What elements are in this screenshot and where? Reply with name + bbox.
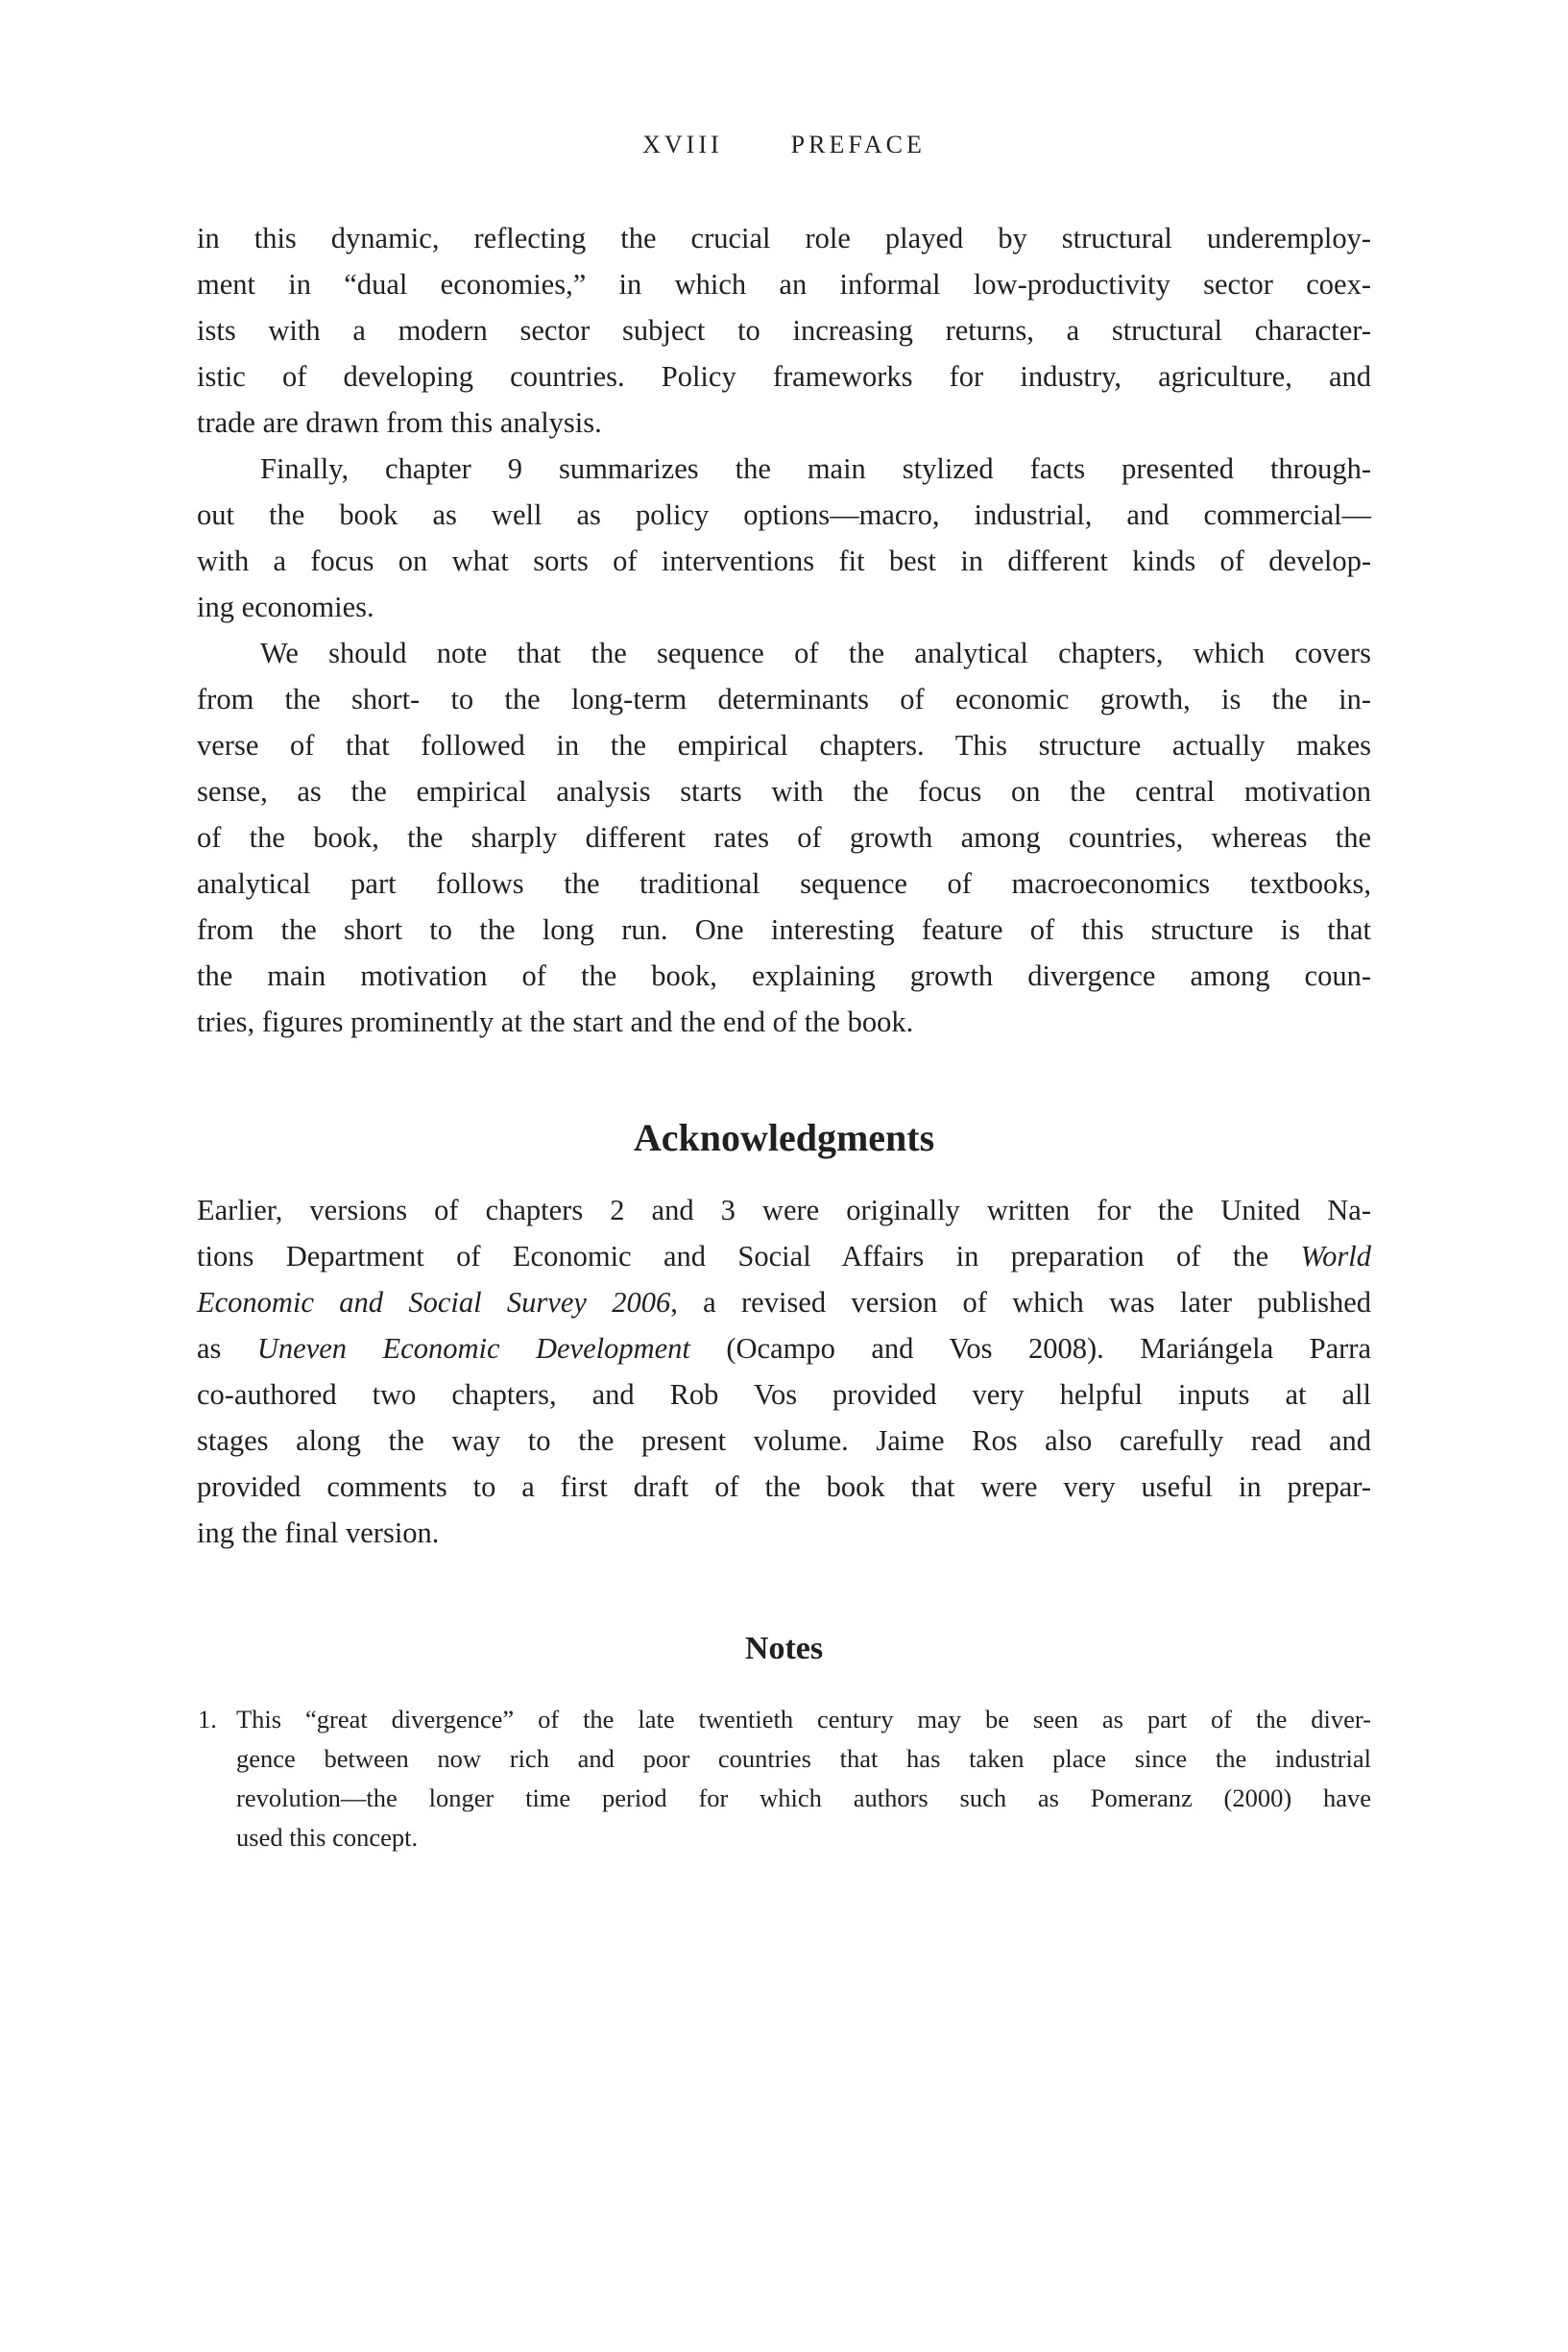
text-line: out the book as well as policy options—macro, industrial, and commercial— <box>197 498 1371 531</box>
text-line: tions Department of Economic and Social Affairs in preparation of the World <box>197 1240 1371 1273</box>
text-line: analytical part follows the traditional sequence of macroeconomics textbooks, <box>197 867 1371 900</box>
body-text <box>197 215 1371 1045</box>
text-line: Earlier, versions of chapters 2 and 3 were originally written for the United Na- <box>197 1194 1371 1226</box>
text-line: with a focus on what sorts of interventions fit best in different kinds of develop- <box>197 545 1371 577</box>
notes-section <box>197 1700 1371 1857</box>
acknowledgments-paragraph <box>197 1187 1371 1556</box>
text-line: from the short- to the long-term determinants of economic growth, is the in- <box>197 683 1371 715</box>
text-line: sense, as the empirical analysis starts with the focus on the central motivation <box>197 775 1371 808</box>
text-line: co-authored two chapters, and Rob Vos provided very helpful inputs at all <box>197 1378 1371 1411</box>
text-line: verse of that followed in the empirical chapters. This structure actually makes <box>197 729 1371 762</box>
text-line: gence between now rich and poor countries that has taken place since the industrial <box>236 1744 1371 1773</box>
text-line: ists with a modern sector subject to increasing returns, a structural character- <box>197 314 1371 347</box>
note-text <box>236 1700 1371 1857</box>
text-line: used this concept. <box>236 1823 419 1852</box>
text-line: trade are drawn from this analysis. <box>197 406 602 439</box>
text-line: ing economies. <box>197 591 374 623</box>
paragraph-3 <box>197 630 1371 1045</box>
note-number: 1. <box>198 1705 217 1734</box>
text-line: Economic and Social Survey 2006, a revised version of which was later published <box>197 1286 1371 1319</box>
running-head <box>0 131 1568 159</box>
acknowledgments-text <box>197 1187 1371 1556</box>
text-line: from the short to the long run. One interesting feature of this structure is that <box>197 913 1371 946</box>
text-line: istic of developing countries. Policy frameworks for industry, agriculture, and <box>197 360 1371 393</box>
text-line: of the book, the sharply different rates of growth among countries, whereas the <box>197 821 1371 854</box>
text-line: ing the final version. <box>197 1516 440 1549</box>
text-line: in this dynamic, reflecting the crucial role played by structural underemploy- <box>197 222 1371 255</box>
text-line: This “great divergence” of the late twentieth century may be seen as part of the diver- <box>236 1705 1371 1734</box>
note-item-1 <box>197 1700 1371 1857</box>
notes-heading: Notes <box>744 1631 824 1666</box>
text-line: stages along the way to the present volume. Jaime Ros also carefully read and <box>197 1424 1371 1457</box>
text-line: tries, figures prominently at the start and the end of the book. <box>197 1006 914 1038</box>
text-line: ment in “dual economies,” in which an informal low-productivity sector coex- <box>197 268 1371 301</box>
page-number: XVIII <box>642 131 723 158</box>
text-line: provided comments to a first draft of the book that were very useful in prepar- <box>197 1470 1371 1503</box>
text-line: revolution—the longer time period for which authors such as Pomeranz (2000) have <box>236 1783 1371 1812</box>
text-line: Finally, chapter 9 summarizes the main stylized facts presented through- <box>260 452 1371 485</box>
text-line: We should note that the sequence of the analytical chapters, which covers <box>260 637 1371 669</box>
paragraph-2 <box>197 446 1371 630</box>
paragraph-1 <box>197 215 1371 446</box>
text-line: as Uneven Economic Development (Ocampo and Vos 2008). Mariángela Parra <box>197 1332 1371 1365</box>
acknowledgments-heading: Acknowledgments <box>633 1116 935 1159</box>
running-head-title: PREFACE <box>790 131 926 158</box>
text-line: the main motivation of the book, explaining growth divergence among coun- <box>197 959 1371 992</box>
